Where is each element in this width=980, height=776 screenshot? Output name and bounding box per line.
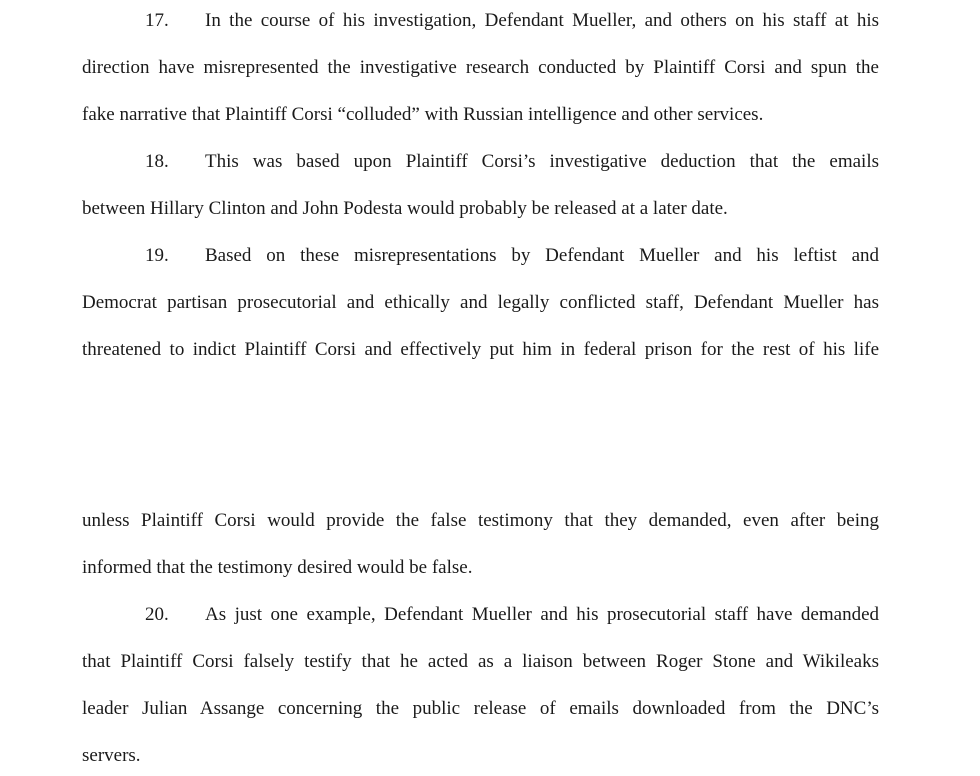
paragraph-number: 17.: [145, 10, 169, 31]
line-text: This was based upon Plaintiff Corsi’s investigative deduction that the emails: [205, 151, 879, 172]
continuation-line-1: unless Plaintiff Corsi would provide the false testimony that they demanded, even after being: [82, 510, 879, 531]
paragraph-17-line-2: direction have misrepresented the investigative research conducted by Plaintiff Corsi and spun the: [82, 57, 879, 78]
paragraph-19-line-3: threatened to indict Plaintiff Corsi and effectively put him in federal prison for the rest of his life: [82, 339, 879, 360]
paragraph-20-line-1: [145, 603, 879, 627]
paragraph-20-line-4: servers.: [82, 745, 141, 766]
paragraph-17-line-1: [145, 9, 879, 33]
line-text: Based on these misrepresentations by Defendant Mueller and his leftist and: [205, 245, 879, 266]
continuation-line-2: informed that the testimony desired would be false.: [82, 557, 473, 578]
paragraph-20-line-3: leader Julian Assange concerning the public release of emails downloaded from the DNC’s: [82, 698, 879, 719]
paragraph-number: 20.: [145, 604, 169, 625]
paragraph-19-line-1: [145, 244, 879, 268]
paragraph-20-line-2: that Plaintiff Corsi falsely testify that he acted as a liaison between Roger Stone and Wikileaks: [82, 651, 879, 672]
line-text: In the course of his investigation, Defendant Mueller, and others on his staff at his: [205, 10, 879, 31]
paragraph-18-line-1: [145, 150, 879, 174]
paragraph-number: 18.: [145, 151, 169, 172]
paragraph-number: 19.: [145, 245, 169, 266]
paragraph-19-line-2: Democrat partisan prosecutorial and ethically and legally conflicted staff, Defendant Mueller has: [82, 292, 879, 313]
line-text: As just one example, Defendant Mueller and his prosecutorial staff have demanded: [205, 604, 879, 625]
paragraph-18-line-2: between Hillary Clinton and John Podesta would probably be released at a later date.: [82, 198, 728, 219]
paragraph-17-line-3: fake narrative that Plaintiff Corsi “colluded” with Russian intelligence and other services.: [82, 104, 764, 125]
